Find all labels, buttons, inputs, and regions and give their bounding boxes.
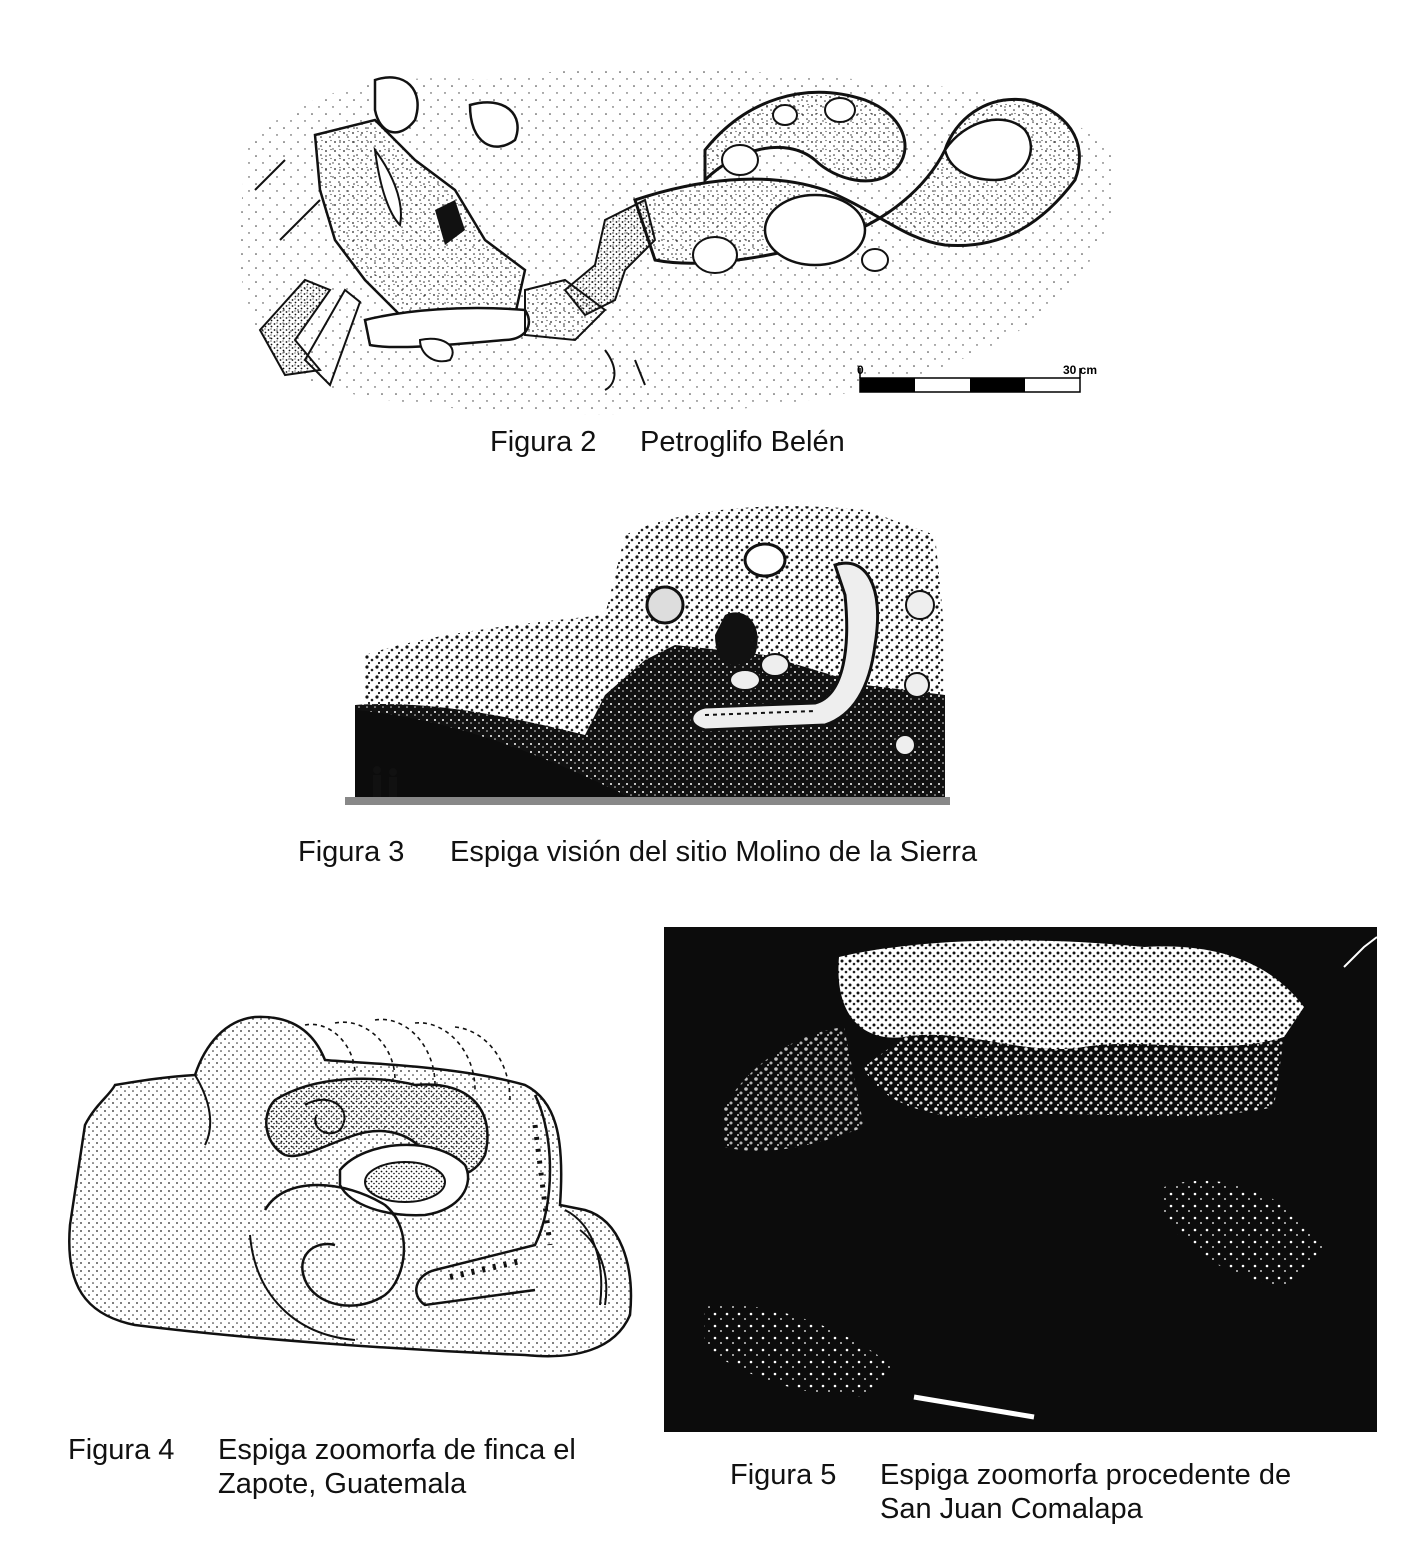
figure-2-petroglyph-drawing bbox=[225, 40, 1125, 420]
figure-5-number: Figura 5 bbox=[730, 1459, 837, 1491]
figure-2-caption bbox=[490, 425, 845, 459]
scale-bar-start-label: 0 bbox=[857, 363, 864, 377]
figure-5-title-line1: Espiga zoomorfa procedente de bbox=[880, 1459, 1292, 1491]
figure-5-photograph bbox=[664, 927, 1377, 1432]
scale-bar-end-label: 30 cm bbox=[1063, 363, 1098, 377]
figure-3-photograph bbox=[345, 485, 950, 820]
figure-2-number: Figura 2 bbox=[490, 426, 597, 458]
figure-4-title-line2: Zapote, Guatemala bbox=[218, 1468, 467, 1500]
figure-5-title-line2: San Juan Comalapa bbox=[880, 1493, 1143, 1525]
figure-2-title: Petroglifo Belén bbox=[640, 426, 845, 458]
figure-4-number: Figura 4 bbox=[68, 1434, 175, 1466]
figure-3-caption bbox=[298, 835, 977, 869]
figure-4-title-line1: Espiga zoomorfa de finca el bbox=[218, 1434, 576, 1466]
figure-3-number: Figura 3 bbox=[298, 836, 405, 868]
figure-3-title: Espiga visión del sitio Molino de la Sierra bbox=[450, 836, 978, 868]
figure-5-caption bbox=[730, 1458, 1291, 1526]
figure-4-drawing bbox=[55, 1005, 640, 1370]
figure-4-caption bbox=[68, 1433, 576, 1501]
